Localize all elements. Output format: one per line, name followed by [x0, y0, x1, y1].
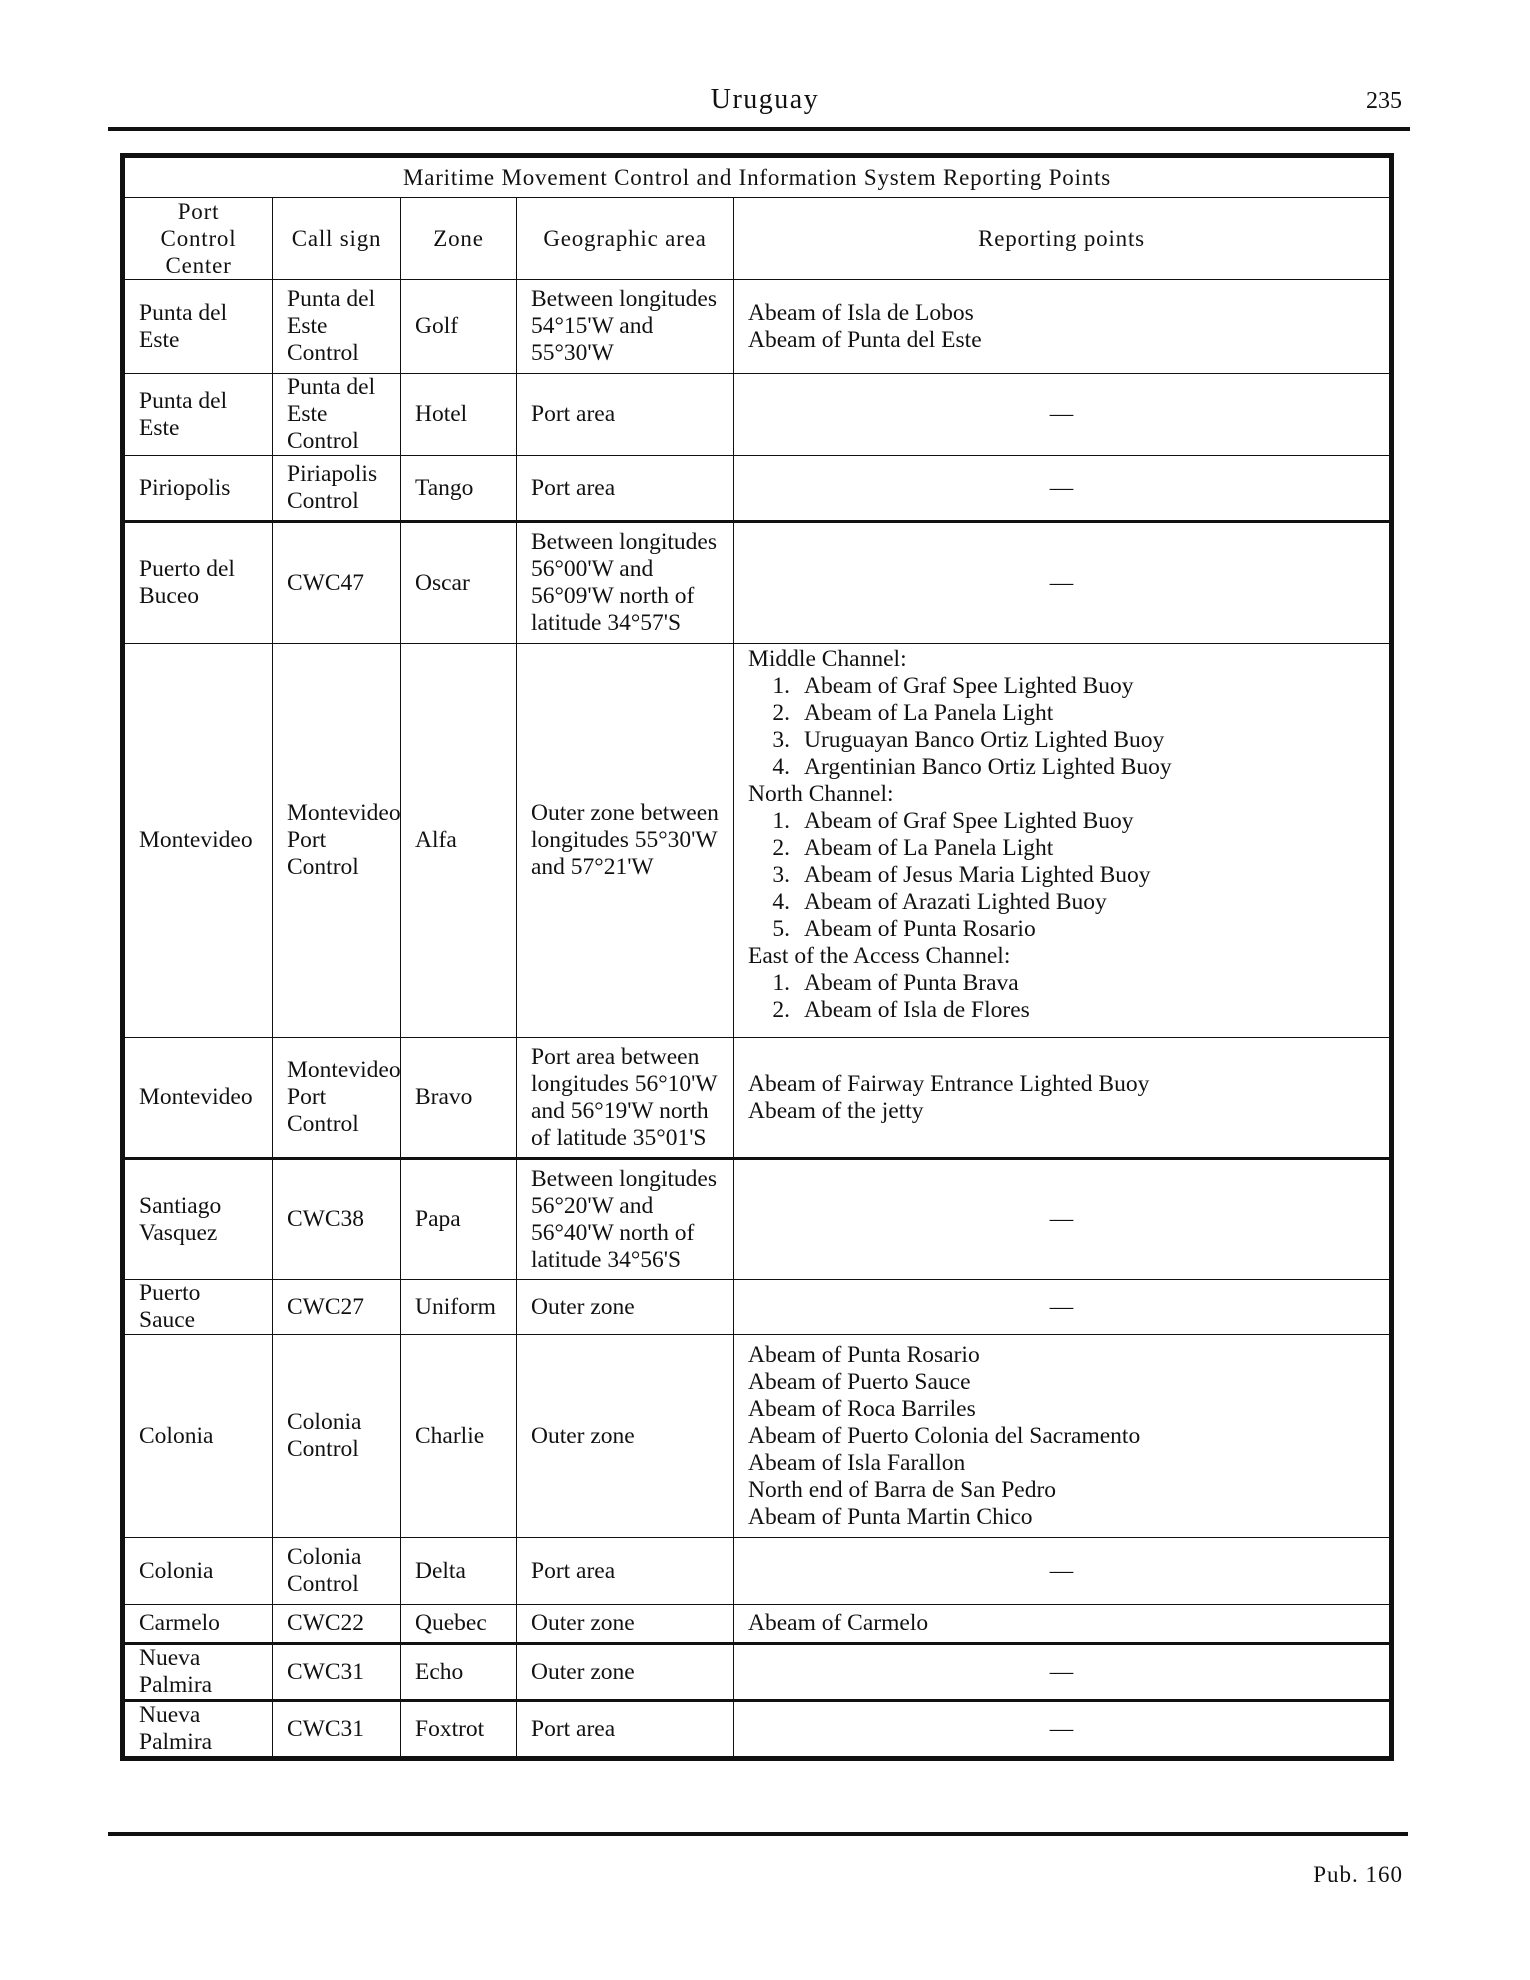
- cell-zone: Tango: [401, 456, 517, 522]
- cell-geographic-area: Port area: [517, 456, 734, 522]
- reporting-point: Abeam of Fairway Entrance Lighted Buoy: [748, 1070, 1150, 1097]
- cell-geographic-area: Outer zone: [517, 1335, 734, 1538]
- reporting-point-item: [748, 808, 1375, 835]
- table-row: [123, 1701, 1392, 1759]
- cell-call-sign: Montevideo Port Control: [273, 644, 401, 1038]
- reporting-point: Abeam of Puerto Sauce: [748, 1368, 971, 1395]
- cell-geographic-area: Outer zone: [517, 1644, 734, 1701]
- cell-zone: Delta: [401, 1538, 517, 1605]
- cell-reporting-points: —: [734, 1644, 1392, 1701]
- item-text: Abeam of Punta Brava: [804, 970, 1019, 996]
- cell-port-control-center: Carmelo: [123, 1605, 273, 1644]
- item-number: 3.: [772, 727, 790, 753]
- item-number: 2.: [772, 997, 790, 1023]
- cell-call-sign: Colonia Control: [273, 1335, 401, 1538]
- cell-zone: Hotel: [401, 374, 517, 456]
- cell-zone: Golf: [401, 280, 517, 374]
- table-row: [123, 374, 1392, 456]
- cell-geographic-area: Between longitudes 56°20'W and 56°40'W north of latitude 34°56'S: [517, 1159, 734, 1280]
- cell-reporting-points: —: [734, 1280, 1392, 1335]
- cell-geographic-area: Port area: [517, 374, 734, 456]
- reporting-points-table: [120, 153, 1394, 1761]
- reporting-point-item: [748, 727, 1375, 754]
- cell-reporting-points: —: [734, 1538, 1392, 1605]
- reporting-point: Abeam of Punta Rosario: [748, 1341, 980, 1368]
- reporting-group-label: North Channel:: [748, 781, 894, 807]
- reporting-point: Abeam of Carmelo: [748, 1610, 929, 1636]
- cell-call-sign: CWC27: [273, 1280, 401, 1335]
- cell-geographic-area: Outer zone: [517, 1280, 734, 1335]
- column-header-call-sign: Call sign: [273, 198, 401, 280]
- item-text: Argentinian Banco Ortiz Lighted Buoy: [804, 754, 1172, 780]
- cell-reporting-points: —: [734, 1159, 1392, 1280]
- cell-port-control-center: Puerto Sauce: [123, 1280, 273, 1335]
- cell-port-control-center: Montevideo: [123, 1038, 273, 1159]
- reporting-point-item: [748, 673, 1375, 700]
- cell-geographic-area: Outer zone: [517, 1605, 734, 1644]
- cell-geographic-area: Port area: [517, 1701, 734, 1759]
- cell-reporting-points: [734, 280, 1392, 374]
- cell-zone: Oscar: [401, 522, 517, 644]
- cell-reporting-points: [734, 1605, 1392, 1644]
- table-row: [123, 456, 1392, 522]
- table-header-row: [123, 198, 1392, 280]
- cell-zone: Quebec: [401, 1605, 517, 1644]
- reporting-point-item: [748, 997, 1375, 1024]
- table-row: [123, 1335, 1392, 1538]
- cell-port-control-center: Colonia: [123, 1335, 273, 1538]
- item-number: 4.: [772, 754, 790, 780]
- reporting-point: Abeam of Puerto Colonia del Sacramento: [748, 1422, 1141, 1449]
- cell-port-control-center: Puerto del Buceo: [123, 522, 273, 644]
- table-title: Maritime Movement Control and Information System Reporting Points: [123, 156, 1392, 198]
- item-text: Abeam of Punta Rosario: [804, 916, 1036, 942]
- reporting-point-item: [748, 970, 1375, 997]
- reporting-point-item: [748, 916, 1375, 943]
- publication-label: Pub. 160: [1313, 1862, 1403, 1887]
- item-text: Abeam of Jesus Maria Lighted Buoy: [804, 862, 1151, 888]
- item-text: Abeam of Isla de Flores: [804, 997, 1030, 1023]
- reporting-point: Abeam of Punta del Este: [748, 326, 982, 353]
- item-text: Abeam of La Panela Light: [804, 835, 1054, 861]
- table-row: [123, 1280, 1392, 1335]
- reporting-point: Abeam of Roca Barriles: [748, 1395, 976, 1422]
- column-header-reporting-points: Reporting points: [734, 198, 1392, 280]
- cell-zone: Uniform: [401, 1280, 517, 1335]
- cell-zone: Echo: [401, 1644, 517, 1701]
- reporting-point: North end of Barra de San Pedro: [748, 1476, 1057, 1503]
- reporting-point-item: [748, 862, 1375, 889]
- table-row: [123, 1644, 1392, 1701]
- cell-zone: Charlie: [401, 1335, 517, 1538]
- table-row: [123, 522, 1392, 644]
- cell-reporting-points: [734, 1335, 1392, 1538]
- reporting-point: Abeam of Punta Martin Chico: [748, 1503, 1033, 1530]
- reporting-point-item: [748, 889, 1375, 916]
- reporting-point-item: [748, 700, 1375, 727]
- cell-call-sign: Colonia Control: [273, 1538, 401, 1605]
- table-title-row: [123, 156, 1392, 198]
- cell-port-control-center: Nueva Palmira: [123, 1644, 273, 1701]
- reporting-point: Abeam of Isla de Lobos: [748, 299, 974, 326]
- cell-port-control-center: Punta del Este: [123, 280, 273, 374]
- cell-port-control-center: Punta del Este: [123, 374, 273, 456]
- cell-port-control-center: Santiago Vasquez: [123, 1159, 273, 1280]
- item-number: 5.: [772, 916, 790, 942]
- item-number: 1.: [772, 673, 790, 699]
- column-header-port-control-center: Port Control Center: [123, 198, 273, 280]
- item-text: Abeam of Graf Spee Lighted Buoy: [804, 808, 1134, 834]
- cell-geographic-area: Port area between longitudes 56°10'W and 56°19'W north of latitude 35°01'S: [517, 1038, 734, 1159]
- cell-zone: Papa: [401, 1159, 517, 1280]
- cell-reporting-points: —: [734, 456, 1392, 522]
- cell-call-sign: Piriapolis Control: [273, 456, 401, 522]
- cell-call-sign: CWC31: [273, 1701, 401, 1759]
- cell-call-sign: CWC31: [273, 1644, 401, 1701]
- cell-zone: Alfa: [401, 644, 517, 1038]
- cell-port-control-center: Montevideo: [123, 644, 273, 1038]
- cell-reporting-points: [734, 1038, 1392, 1159]
- header-rule: [108, 127, 1410, 131]
- page-number: 235: [1366, 88, 1402, 114]
- cell-call-sign: Punta del Este Control: [273, 374, 401, 456]
- column-header-zone: Zone: [401, 198, 517, 280]
- item-number: 1.: [772, 970, 790, 996]
- reporting-group-label: Middle Channel:: [748, 646, 907, 672]
- item-number: 4.: [772, 889, 790, 915]
- table-row: [123, 644, 1392, 1038]
- cell-reporting-points: —: [734, 1701, 1392, 1759]
- item-number: 2.: [772, 835, 790, 861]
- table-row: [123, 1159, 1392, 1280]
- table-body: [123, 280, 1392, 1759]
- cell-call-sign: CWC47: [273, 522, 401, 644]
- cell-port-control-center: Piriopolis: [123, 456, 273, 522]
- item-text: Abeam of Arazati Lighted Buoy: [804, 889, 1107, 915]
- cell-geographic-area: Between longitudes 54°15'W and 55°30'W: [517, 280, 734, 374]
- item-number: 1.: [772, 808, 790, 834]
- cell-reporting-points: —: [734, 374, 1392, 456]
- reporting-group-label: East of the Access Channel:: [748, 943, 1011, 969]
- page-title: Uruguay: [710, 84, 820, 115]
- cell-zone: Bravo: [401, 1038, 517, 1159]
- cell-reporting-points: [734, 644, 1392, 1038]
- item-text: Uruguayan Banco Ortiz Lighted Buoy: [804, 727, 1165, 753]
- reporting-point: Abeam of the jetty: [748, 1097, 924, 1124]
- cell-zone: Foxtrot: [401, 1701, 517, 1759]
- cell-call-sign: CWC38: [273, 1159, 401, 1280]
- item-text: Abeam of La Panela Light: [804, 700, 1054, 726]
- cell-call-sign: Montevideo Port Control: [273, 1038, 401, 1159]
- column-header-geographic-area: Geographic area: [517, 198, 734, 280]
- cell-port-control-center: Nueva Palmira: [123, 1701, 273, 1759]
- cell-geographic-area: Outer zone between longitudes 55°30'W and 57°21'W: [517, 644, 734, 1038]
- reporting-point-item: [748, 835, 1375, 862]
- cell-call-sign: Punta del Este Control: [273, 280, 401, 374]
- reporting-point: Abeam of Isla Farallon: [748, 1449, 966, 1476]
- cell-geographic-area: Between longitudes 56°00'W and 56°09'W north of latitude 34°57'S: [517, 522, 734, 644]
- cell-port-control-center: Colonia: [123, 1538, 273, 1605]
- item-number: 2.: [772, 700, 790, 726]
- cell-call-sign: CWC22: [273, 1605, 401, 1644]
- cell-reporting-points: —: [734, 522, 1392, 644]
- footer-rule: [108, 1832, 1408, 1836]
- reporting-point-item: [748, 754, 1375, 781]
- table-row: [123, 280, 1392, 374]
- cell-geographic-area: Port area: [517, 1538, 734, 1605]
- table-row: [123, 1538, 1392, 1605]
- table-row: [123, 1605, 1392, 1644]
- item-number: 3.: [772, 862, 790, 888]
- item-text: Abeam of Graf Spee Lighted Buoy: [804, 673, 1134, 699]
- table-row: [123, 1038, 1392, 1159]
